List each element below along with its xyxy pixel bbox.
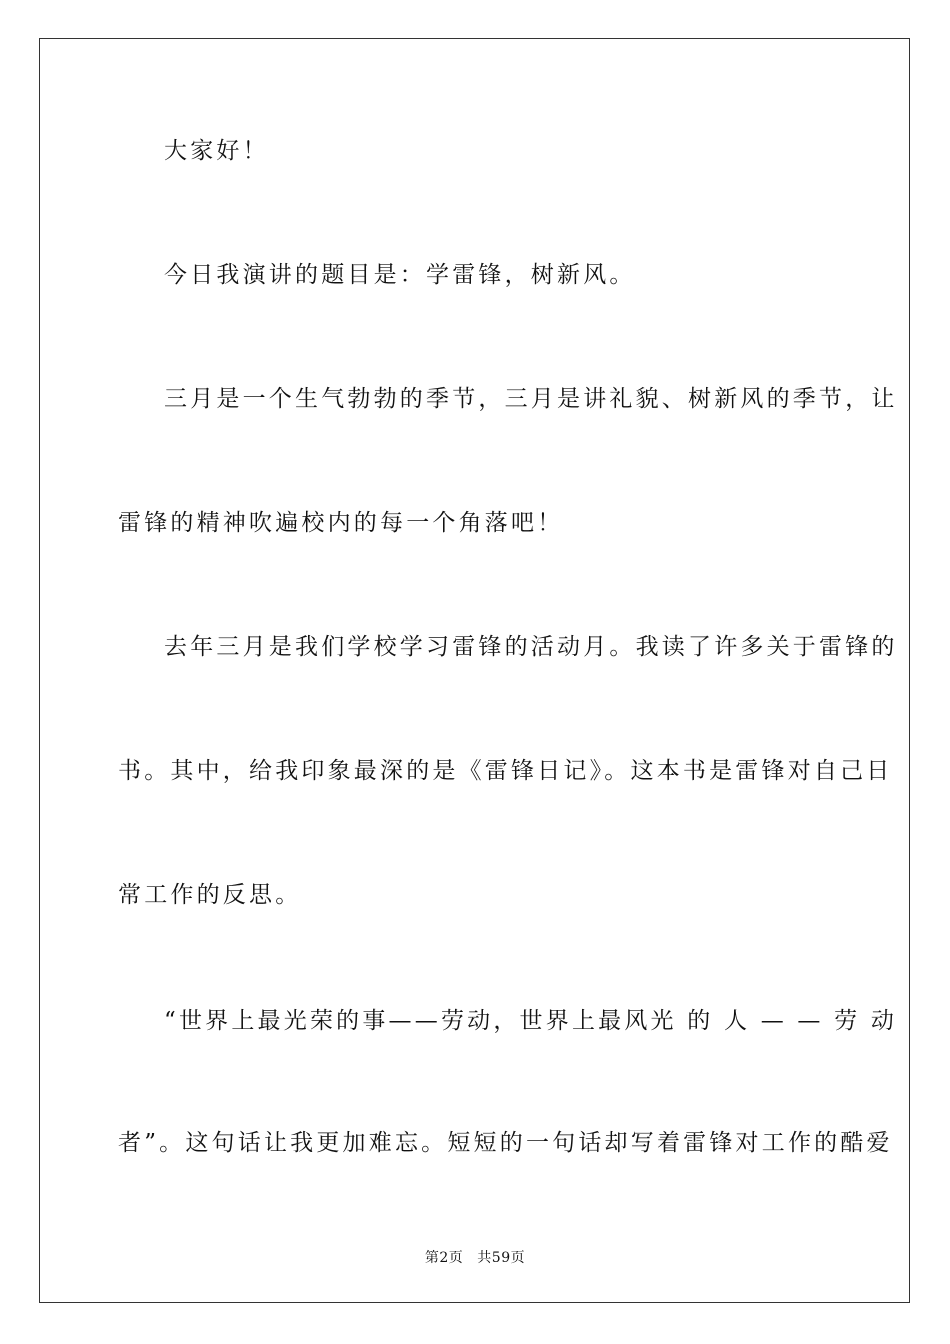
page-border <box>39 38 910 1303</box>
page-number: 第2页 <box>424 1250 464 1266</box>
page-footer <box>0 1247 950 1267</box>
text-line-last-year-2: 书。其中，给我印象最深的是《雷锋日记》。这本书是雷锋对自己日 <box>118 758 893 784</box>
text-line-quote-2: 者”。这句话让我更加难忘。短短的一句话却写着雷锋对工作的酷爱 <box>118 1130 893 1156</box>
text-line-last-year-3: 常工作的反思。 <box>118 882 302 908</box>
text-line-march-2: 雷锋的精神吹遍校内的每一个角落吧！ <box>118 510 564 536</box>
text-line-last-year-1: 去年三月是我们学校学习雷锋的活动月。我读了许多关于雷锋的 <box>164 634 898 660</box>
text-line-march-1: 三月是一个生气勃勃的季节，三月是讲礼貌、树新风的季节，让 <box>164 386 898 412</box>
text-line-topic: 今日我演讲的题目是：学雷锋，树新风。 <box>164 262 636 288</box>
page-total: 共59页 <box>477 1250 526 1266</box>
text-line-greeting: 大家好！ <box>164 138 269 164</box>
text-line-quote-1: “世界上最光荣的事——劳动，世界上最风光 的 人 — — 劳 动 <box>164 1008 898 1034</box>
